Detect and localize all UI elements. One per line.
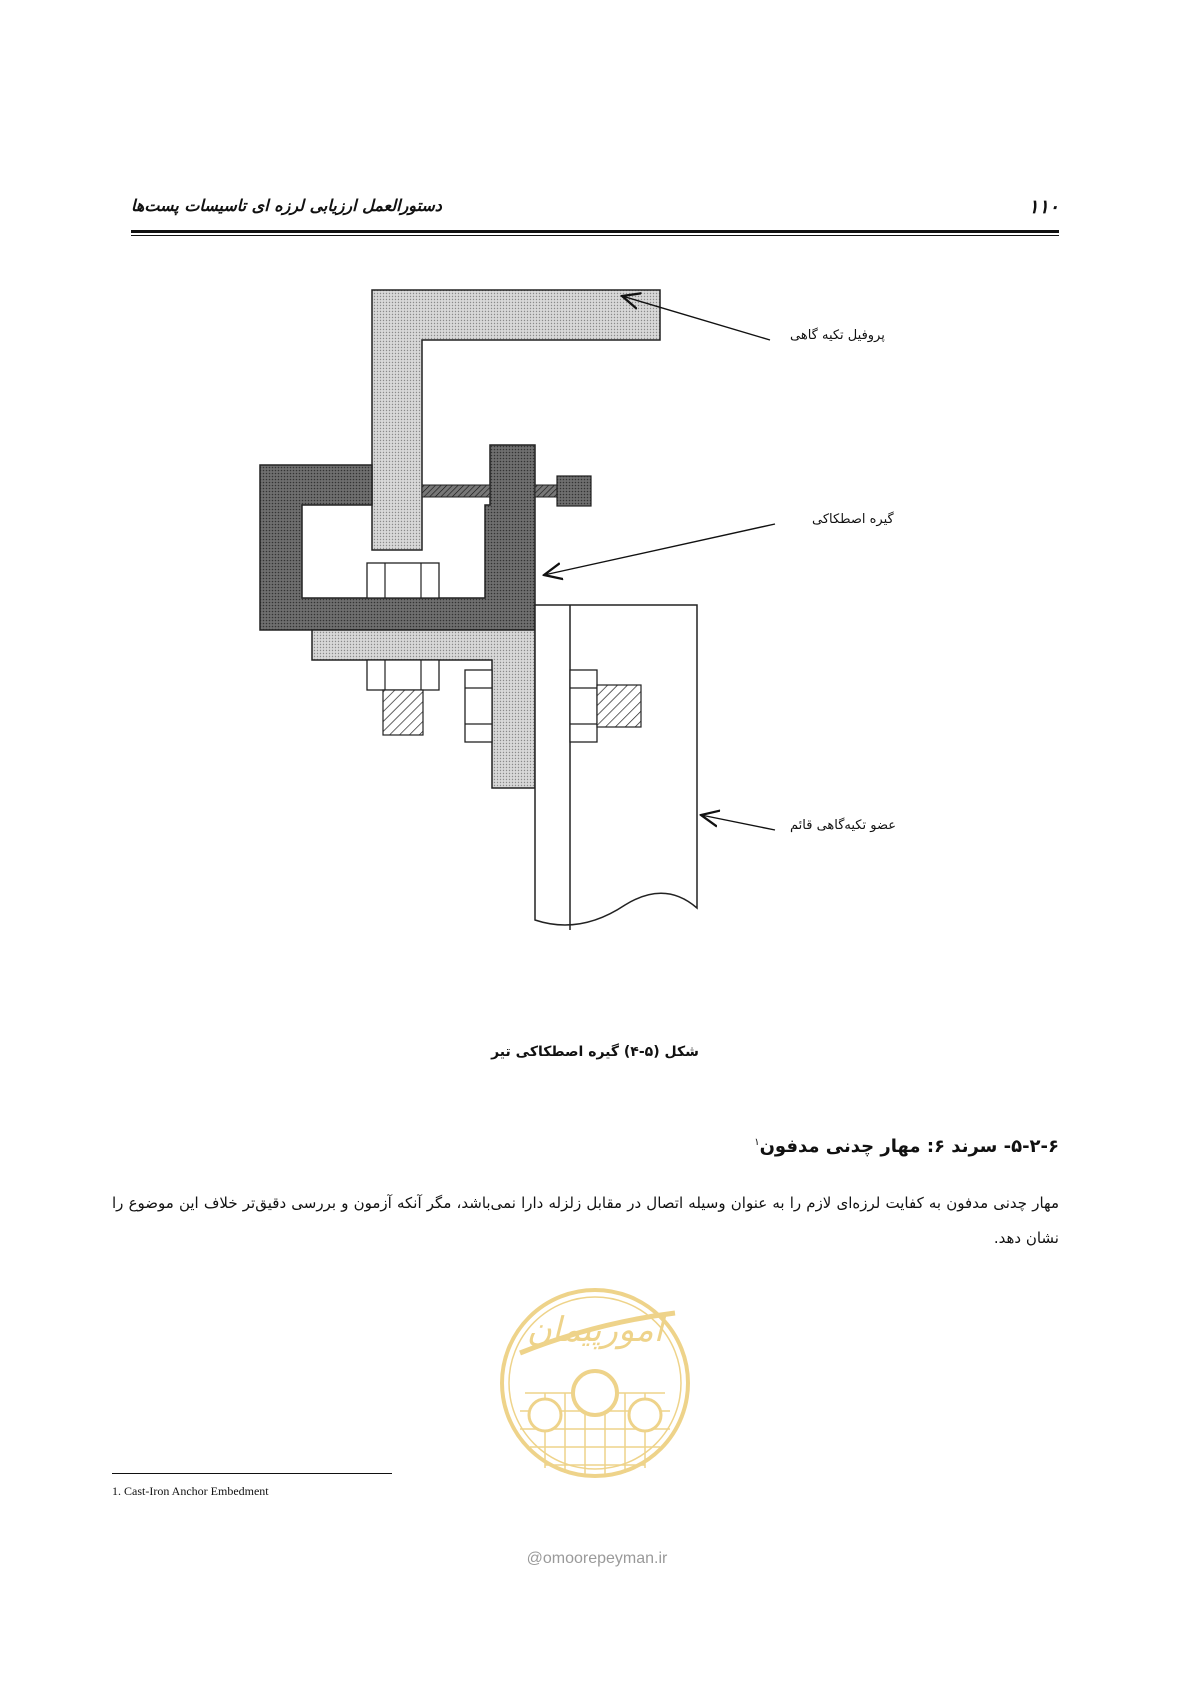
leader-vertical-member bbox=[701, 815, 775, 830]
member-bolt-thread bbox=[597, 685, 641, 727]
header-rule-thin bbox=[131, 235, 1059, 236]
label-support-profile: پروفیل تکیه گاهی bbox=[790, 328, 885, 343]
page-header bbox=[131, 196, 1059, 230]
member-nut-right bbox=[570, 670, 597, 742]
footnote-rule bbox=[112, 1473, 392, 1474]
watermark-logo-text: امورپیمان bbox=[526, 1310, 664, 1350]
header-rule-thick bbox=[131, 230, 1059, 233]
page-number: ۱۱۰ bbox=[1028, 196, 1059, 218]
label-friction-clamp: گیره اصطکاکی bbox=[812, 512, 894, 527]
lower-bolt-head bbox=[367, 660, 439, 690]
label-vertical-support-member: عضو تکیه‌گاهی قائم bbox=[790, 818, 896, 833]
lower-bolt-thread bbox=[383, 690, 423, 735]
inner-nut bbox=[367, 563, 439, 598]
figure-caption: شکل (۵-۴) گیره اصطکاکی تیر bbox=[491, 1044, 699, 1060]
section-heading bbox=[754, 1136, 1059, 1157]
footnote-reference: ۱ bbox=[754, 1137, 760, 1148]
friction-clamp-figure bbox=[250, 280, 970, 1020]
footnote: 1. Cast-Iron Anchor Embedment bbox=[112, 1484, 269, 1498]
screw-rod-outer bbox=[535, 485, 557, 497]
leader-friction-clamp bbox=[544, 524, 775, 575]
screw-head bbox=[557, 476, 591, 506]
section-body: مهار چدنی مدفون به کفایت لرزه‌ای لازم را به عنوان وسیله اتصال در مقابل زلزله دارا نمی‌باشد، مگر آنکه آزمون و بررسی دقیق‌تر خلاف این موضوع را نشان دهد. bbox=[112, 1194, 1059, 1247]
vertical-member-shape bbox=[535, 605, 697, 925]
set-screw-rod bbox=[422, 485, 490, 497]
watermark-url: @omoorepeyman.ir bbox=[526, 1550, 668, 1567]
section-heading-text: ۵-۲-۶- سرند ۶: مهار چدنی مدفون bbox=[759, 1136, 1059, 1157]
running-title: دستورالعمل ارزیابی لرزه ای تاسیسات پست‌ها bbox=[131, 196, 442, 215]
watermark-logo bbox=[490, 1283, 700, 1483]
member-nut-left bbox=[465, 670, 492, 742]
